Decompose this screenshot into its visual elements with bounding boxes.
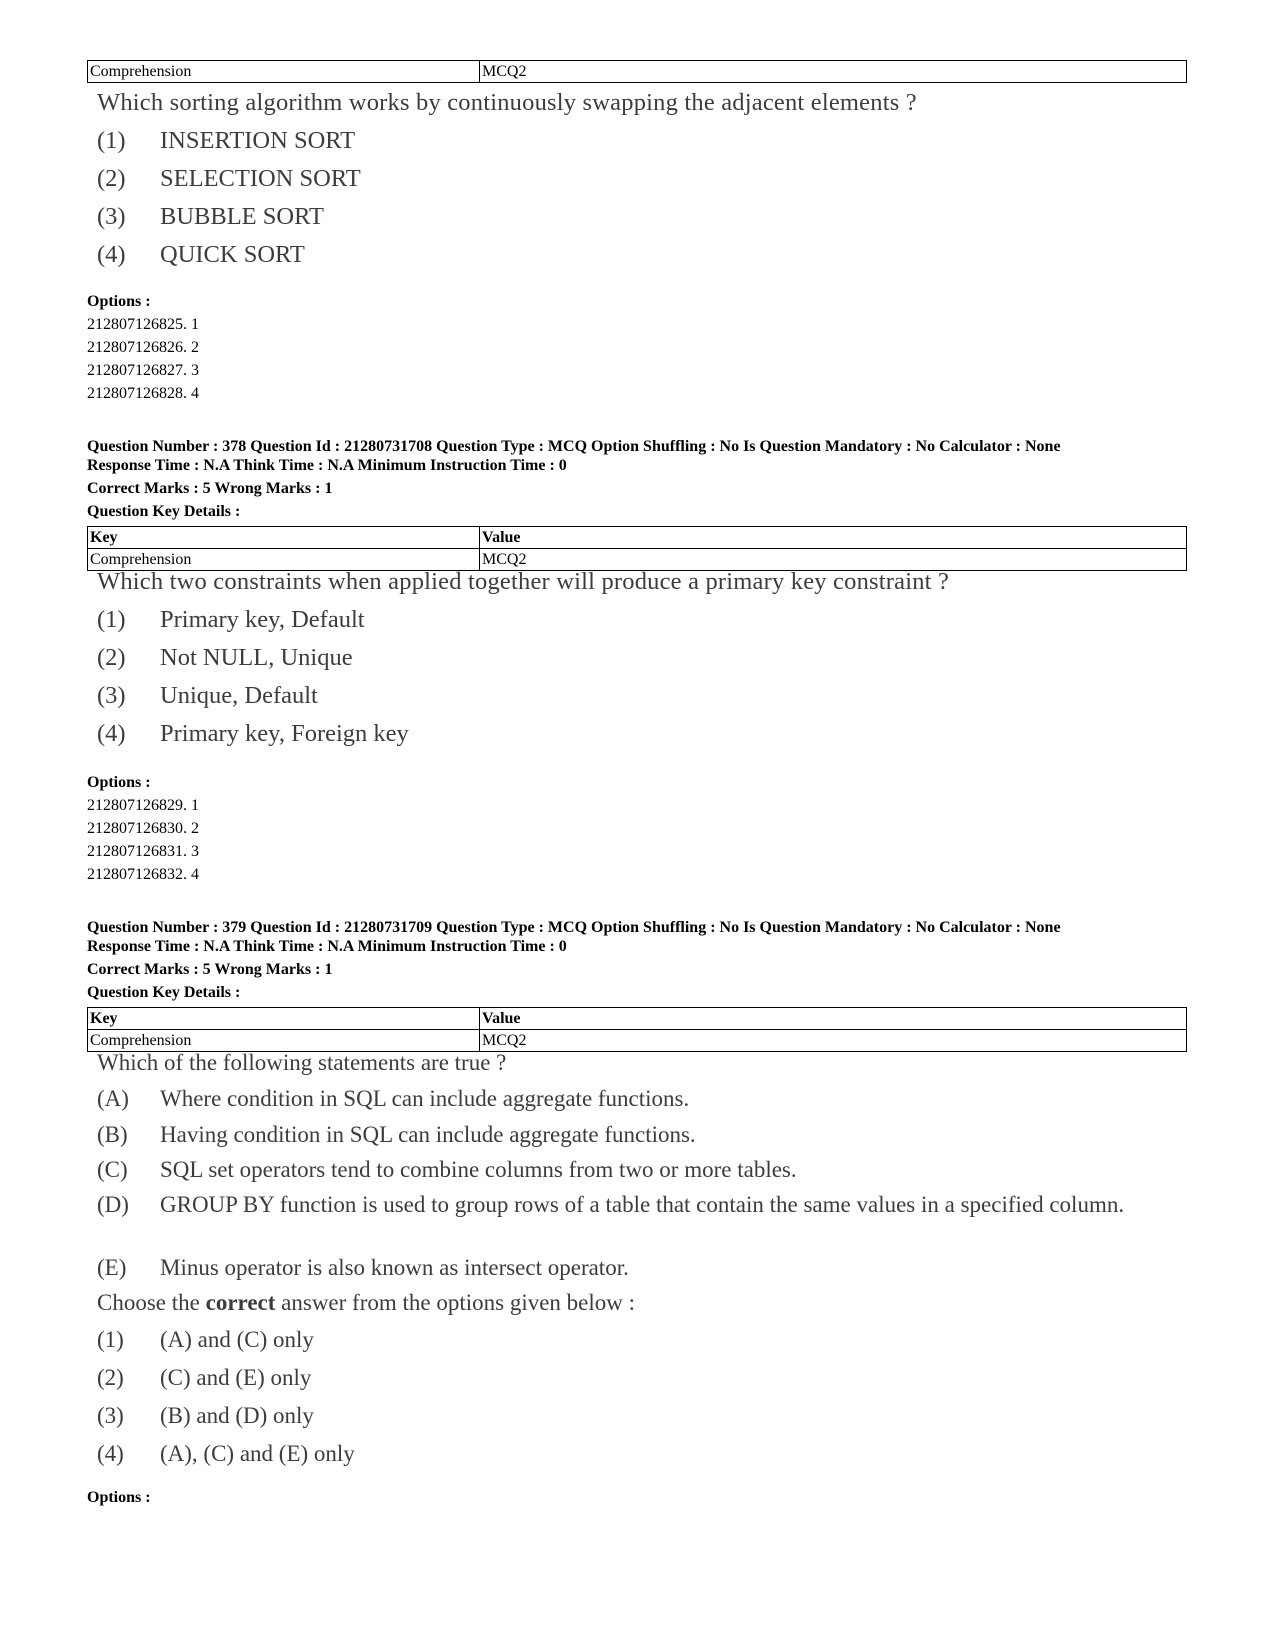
question-text: Which two constraints when applied together will produce a primary key constraint ? xyxy=(97,568,950,595)
choose-prefix: Choose the xyxy=(97,1290,206,1315)
choice-text: (C) and (E) only xyxy=(160,1365,312,1390)
question-marks: Correct Marks : 5 Wrong Marks : 1 xyxy=(87,480,333,497)
choice-number: (3) xyxy=(97,682,126,709)
option-id: 212807126830. 2 xyxy=(87,820,199,837)
key-details-table xyxy=(87,1007,1187,1052)
table-cell-key: Comprehension xyxy=(88,61,480,83)
choice-text: (B) and (D) only xyxy=(160,1403,314,1428)
choice-text: BUBBLE SORT xyxy=(160,203,324,230)
choice-text: SELECTION SORT xyxy=(160,165,361,192)
question-timing: Response Time : N.A Think Time : N.A Minimum Instruction Time : 0 xyxy=(87,938,567,955)
choice-number: (3) xyxy=(97,203,126,230)
choice-number: (1) xyxy=(97,606,126,633)
choice-text: INSERTION SORT xyxy=(160,127,356,154)
choice-number: (1) xyxy=(97,1327,124,1352)
option-id: 212807126832. 4 xyxy=(87,866,199,883)
statement-text: Minus operator is also known as intersect operator. xyxy=(160,1255,629,1280)
options-label: Options : xyxy=(87,1489,151,1506)
choice-number: (4) xyxy=(97,241,126,268)
choice-item xyxy=(97,1327,314,1353)
choice-number: (4) xyxy=(97,1441,124,1466)
key-details-label: Question Key Details : xyxy=(87,503,241,520)
choice-text: Unique, Default xyxy=(160,682,318,709)
question-meta: Question Number : 378 Question Id : 21280731708 Question Type : MCQ Option Shuffling : No Is Question Mandatory : No Calculator : None xyxy=(87,438,1061,455)
question-text: Which of the following statements are true ? xyxy=(97,1050,507,1075)
table-cell-value: MCQ2 xyxy=(480,1030,1187,1052)
choice-number: (4) xyxy=(97,720,126,747)
table-header-value: Value xyxy=(480,1008,1187,1030)
table-header xyxy=(88,1008,1187,1030)
statement-text: GROUP BY function is used to group rows of a table that contain the same values in a specified column. xyxy=(160,1192,1125,1217)
table-header-value: Value xyxy=(480,527,1187,549)
key-details-label: Question Key Details : xyxy=(87,984,241,1001)
choice-number: (3) xyxy=(97,1403,124,1428)
statement-text: Having condition in SQL can include aggregate functions. xyxy=(160,1122,696,1147)
choice-item xyxy=(97,606,365,634)
table-header-key: Key xyxy=(88,527,480,549)
question-meta: Question Number : 379 Question Id : 21280731709 Question Type : MCQ Option Shuffling : No Is Question Mandatory : No Calculator : None xyxy=(87,919,1061,936)
choice-number: (2) xyxy=(97,1365,124,1390)
question-marks: Correct Marks : 5 Wrong Marks : 1 xyxy=(87,961,333,978)
choice-text: (A) and (C) only xyxy=(160,1327,314,1352)
key-details-table xyxy=(87,526,1187,571)
option-id: 212807126826. 2 xyxy=(87,339,199,356)
choose-bold: correct xyxy=(205,1290,276,1315)
choice-text: QUICK SORT xyxy=(160,241,305,268)
statement-label: (B) xyxy=(97,1122,128,1147)
question-text: Which sorting algorithm works by continuously swapping the adjacent elements ? xyxy=(97,89,917,116)
choice-item xyxy=(97,1441,355,1467)
option-id: 212807126829. 1 xyxy=(87,797,199,814)
choice-text: Not NULL, Unique xyxy=(160,644,353,671)
statement-text: Where condition in SQL can include aggregate functions. xyxy=(160,1086,690,1111)
choice-item xyxy=(97,127,355,155)
table-header-key: Key xyxy=(88,1008,480,1030)
choice-item xyxy=(97,165,361,193)
option-id: 212807126825. 1 xyxy=(87,316,199,333)
statement-label: (E) xyxy=(97,1255,127,1280)
choice-text: (A), (C) and (E) only xyxy=(160,1441,355,1466)
question-timing: Response Time : N.A Think Time : N.A Minimum Instruction Time : 0 xyxy=(87,457,567,474)
table-header xyxy=(88,527,1187,549)
choice-number: (2) xyxy=(97,644,126,671)
table-row xyxy=(88,1030,1187,1052)
choice-item xyxy=(97,1365,311,1391)
option-id: 212807126828. 4 xyxy=(87,385,199,402)
table-cell-value: MCQ2 xyxy=(480,549,1187,571)
option-id: 212807126831. 3 xyxy=(87,843,199,860)
key-details-table xyxy=(87,60,1187,83)
choice-text: Primary key, Default xyxy=(160,606,365,633)
statement-label: (A) xyxy=(97,1086,129,1111)
choice-item xyxy=(97,644,353,672)
statement-text: SQL set operators tend to combine columns from two or more tables. xyxy=(160,1157,797,1182)
choice-item xyxy=(97,720,409,748)
options-label: Options : xyxy=(87,293,151,310)
table-cell-key: Comprehension xyxy=(88,1030,480,1052)
options-label: Options : xyxy=(87,774,151,791)
statement-label: (C) xyxy=(97,1157,128,1182)
choose-instruction xyxy=(97,1290,635,1316)
choice-text: Primary key, Foreign key xyxy=(160,720,409,747)
choice-item xyxy=(97,241,305,269)
choice-number: (2) xyxy=(97,165,126,192)
option-id: 212807126827. 3 xyxy=(87,362,199,379)
table-cell-value: MCQ2 xyxy=(480,61,1187,83)
choice-number: (1) xyxy=(97,127,126,154)
statement-label: (D) xyxy=(97,1192,129,1217)
table-cell-key: Comprehension xyxy=(88,549,480,571)
choose-suffix: answer from the options given below : xyxy=(275,1290,636,1315)
choice-item xyxy=(97,1403,314,1429)
table-row xyxy=(88,61,1187,83)
choice-item xyxy=(97,682,318,710)
choice-item xyxy=(97,203,324,231)
